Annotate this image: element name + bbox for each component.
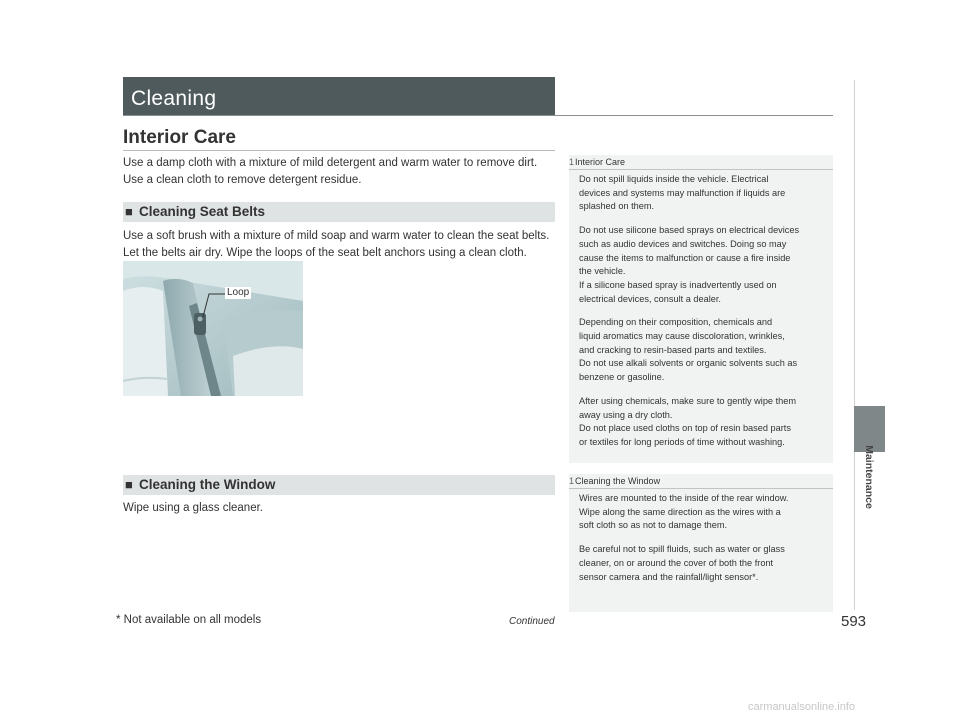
note-line: Do not use silicone based sprays on electrical devices (579, 225, 800, 236)
continued-label: Continued (509, 616, 555, 627)
note-line: Wipe along the same direction as the wires with a (579, 506, 781, 517)
note-title-divider (569, 169, 833, 170)
note-line: Wires are mounted to the inside of the rear window. (579, 493, 789, 503)
note-line: devices and systems may malfunction if liquids are (579, 187, 786, 198)
note-line: If a silicone based spray is inadvertently used on (579, 279, 777, 290)
loop-callout-line (123, 261, 303, 396)
seat-belts-line-2: Let the belts air dry. Wipe the loops of the seat belt anchors using a clean cloth. (123, 247, 527, 259)
note-line: away using a dry cloth. (579, 409, 673, 420)
window-subheader (123, 475, 555, 495)
note-body (579, 492, 788, 584)
note-line: the vehicle. (579, 266, 626, 277)
note-line: benzene or gasoline. (579, 372, 665, 383)
section-title: Cleaning (131, 87, 217, 110)
note-line: cause the items to malfunction or cause a fire inside (579, 252, 791, 263)
note-line: soft cloth so as not to damage them. (579, 520, 728, 531)
note-line: electrical devices, consult a dealer. (579, 293, 721, 304)
square-bullet-icon: ■ (125, 204, 133, 219)
note-title (569, 157, 625, 167)
interior-care-heading: Interior Care (123, 127, 236, 148)
seat-belt-photo (123, 261, 303, 396)
note-line: Do not place used cloths on top of resin based parts (579, 423, 791, 434)
note-line: Do not use alkali solvents or organic solvents such as (579, 358, 798, 369)
note-line: and cracking to resin-based parts and textiles. (579, 344, 767, 355)
loop-callout-label: Loop (227, 287, 250, 298)
note-body (579, 173, 799, 450)
window-title: Cleaning the Window (139, 477, 276, 492)
header-divider (123, 115, 833, 116)
note-title (569, 476, 660, 486)
note-title-divider (569, 488, 833, 489)
seat-belts-line-1: Use a soft brush with a mixture of mild soap and warm water to clean the seat belts. (123, 230, 550, 242)
heading-divider (123, 150, 555, 151)
footnote: * Not available on all models (116, 614, 262, 626)
note-line: splashed on them. (579, 201, 655, 212)
note-line: sensor camera and the rainfall/light sensor*. (579, 571, 759, 582)
watermark-text: carmanualsonline.info (748, 701, 856, 713)
square-bullet-icon: ■ (125, 477, 133, 492)
window-text: Wipe using a glass cleaner. (123, 502, 263, 514)
section-header-bar (123, 77, 555, 115)
note-line: Do not spill liquids inside the vehicle. Electrical (579, 174, 769, 184)
note-number: 1 (569, 476, 575, 486)
note-line: Be careful not to spill fluids, such as water or glass (579, 544, 785, 555)
side-divider (854, 80, 855, 610)
note-line: such as audio devices and switches. Doing so may (579, 238, 787, 249)
seat-belts-subheader (123, 202, 555, 222)
interior-intro-line-1: Use a damp cloth with a mixture of mild detergent and warm water to remove dirt. (123, 157, 538, 169)
chapter-tab-text: Maintenance (863, 445, 875, 509)
note-title-text: Interior Care (575, 157, 626, 167)
note-line: or textiles for long periods of time without washing. (579, 436, 785, 447)
note-line: liquid aromatics may cause discoloration, wrinkles, (579, 331, 785, 342)
note-title-text: Cleaning the Window (575, 476, 661, 486)
note-line: cleaner, on or around the cover of both the front (579, 557, 774, 568)
interior-intro-line-2: Use a clean cloth to remove detergent residue. (123, 174, 362, 186)
page-number: 593 (841, 613, 867, 630)
note-line: Depending on their composition, chemicals and (579, 317, 773, 328)
note-number: 1 (569, 157, 575, 167)
window-note (569, 474, 833, 612)
note-line: After using chemicals, make sure to gently wipe them (579, 395, 797, 406)
interior-care-note (569, 155, 833, 463)
seat-belts-title: Cleaning Seat Belts (139, 204, 266, 219)
